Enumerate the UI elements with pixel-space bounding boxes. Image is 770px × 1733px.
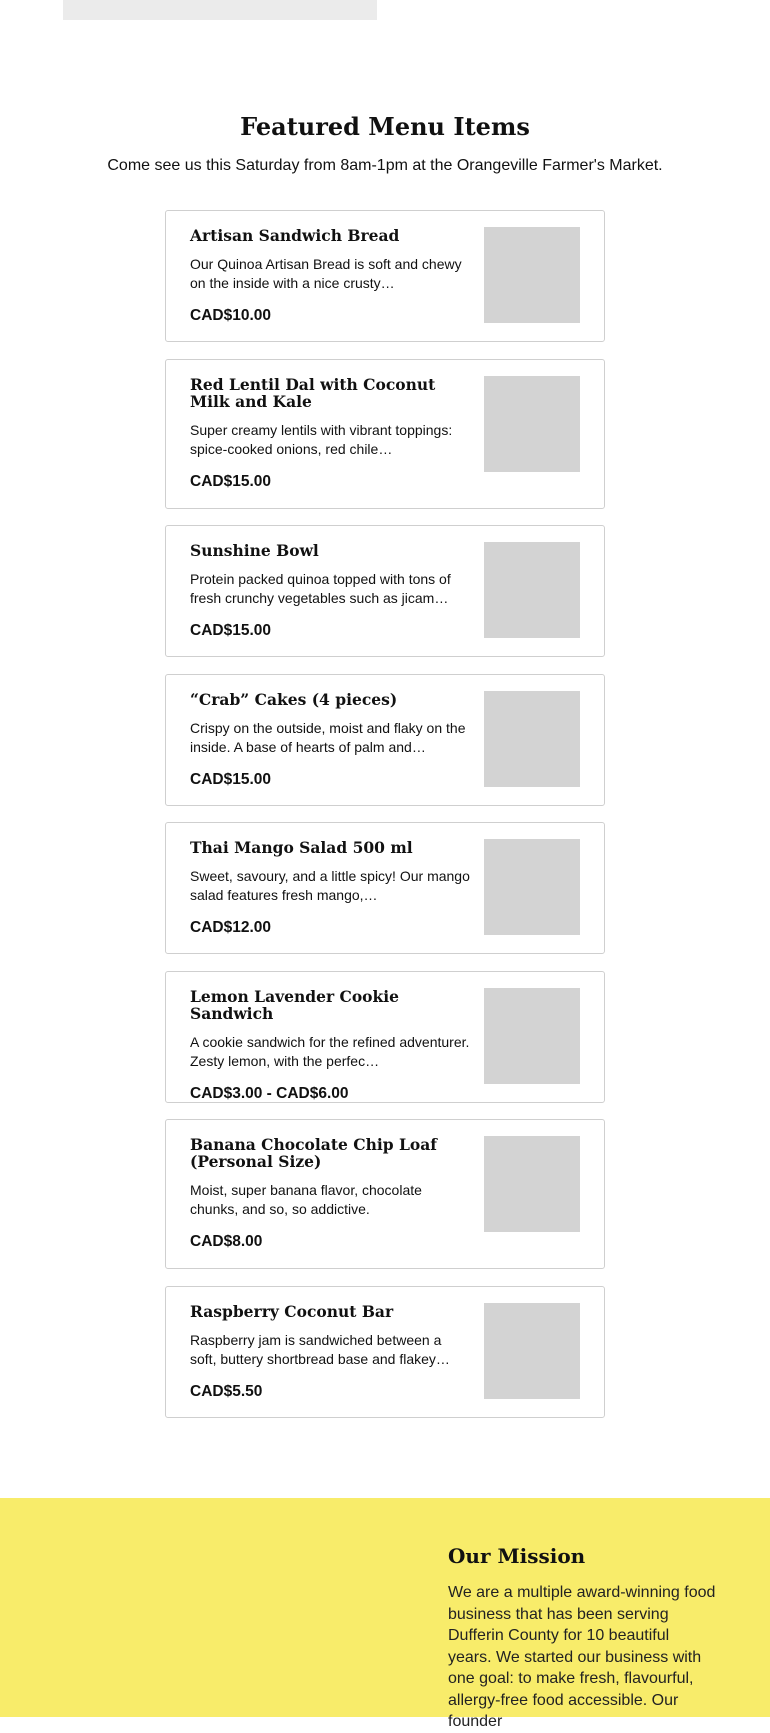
menu-item-name[interactable]: Artisan Sandwich Bread: [190, 226, 400, 245]
menu-item-price: CAD$10.00: [190, 307, 271, 324]
menu-item-info: [190, 227, 470, 326]
menu-item-card[interactable]: [165, 971, 605, 1103]
menu-item-description: Crispy on the outside, moist and flaky on the inside. A base of hearts of palm and…: [190, 720, 466, 755]
menu-item-info: [190, 1136, 470, 1252]
menu-item-card[interactable]: [165, 525, 605, 657]
menu-item-description: A cookie sandwich for the refined adventurer. Zesty lemon, with the perfec…: [190, 1034, 470, 1069]
menu-item-image[interactable]: [484, 988, 580, 1084]
menu-item-card[interactable]: [165, 210, 605, 342]
menu-item-price: CAD$15.00: [190, 622, 271, 639]
menu-item-image[interactable]: [484, 376, 580, 472]
mission-text: We are a multiple award-winning food business that has been serving Dufferin County for 10 beautiful years. We started our business with one goal: to make fresh, flavourful, allergy-free food accessible. Our founder: [448, 1584, 716, 1730]
menu-item-price: CAD$12.00: [190, 919, 271, 936]
menu-item-image[interactable]: [484, 227, 580, 323]
menu-item-price: CAD$15.00: [190, 473, 271, 490]
mission-section: [0, 1498, 770, 1730]
menu-item-card[interactable]: [165, 822, 605, 954]
menu-item-name[interactable]: “Crab” Cakes (4 pieces): [190, 690, 398, 709]
menu-item-name[interactable]: Lemon Lavender Cookie Sandwich: [190, 987, 400, 1023]
menu-item-price: CAD$8.00: [190, 1233, 263, 1250]
menu-item-image[interactable]: [484, 691, 580, 787]
menu-item-card[interactable]: [165, 674, 605, 806]
menu-item-price: CAD$5.50: [190, 1383, 263, 1400]
featured-menu-subtitle: Come see us this Saturday from 8am-1pm at the Orangeville Farmer's Market.: [107, 157, 663, 174]
menu-item-card[interactable]: [165, 359, 605, 509]
menu-item-description: Raspberry jam is sandwiched between a soft, buttery shortbread base and flakey…: [190, 1332, 450, 1367]
menu-item-name[interactable]: Sunshine Bowl: [190, 541, 319, 560]
menu-item-description: Super creamy lentils with vibrant toppings: spice-cooked onions, red chile…: [190, 422, 453, 457]
menu-item-description: Our Quinoa Artisan Bread is soft and chewy on the inside with a nice crusty…: [190, 256, 462, 291]
menu-item-price: CAD$15.00: [190, 771, 271, 788]
menu-item-card[interactable]: [165, 1119, 605, 1269]
menu-item-info: [190, 691, 470, 790]
menu-item-name[interactable]: Red Lentil Dal with Coconut Milk and Kale: [190, 375, 436, 411]
top-image-placeholder: [63, 0, 377, 20]
menu-item-description: Protein packed quinoa topped with tons of fresh crunchy vegetables such as jicam…: [190, 571, 451, 606]
menu-item-image[interactable]: [484, 542, 580, 638]
menu-item-card[interactable]: [165, 1286, 605, 1418]
menu-item-description: Sweet, savoury, and a little spicy! Our mango salad features fresh mango,…: [190, 868, 470, 903]
menu-item-name[interactable]: Banana Chocolate Chip Loaf (Personal Size): [190, 1135, 437, 1171]
featured-menu-title: Featured Menu Items: [240, 112, 530, 141]
menu-item-price: CAD$3.00 - CAD$6.00: [190, 1085, 349, 1102]
menu-item-info: [190, 376, 470, 492]
menu-item-info: [190, 1303, 470, 1402]
menu-item-name[interactable]: Thai Mango Salad 500 ml: [190, 838, 413, 857]
menu-item-info: [190, 839, 470, 938]
menu-item-info: [190, 988, 470, 1104]
menu-item-description: Moist, super banana flavor, chocolate chunks, and so, so addictive.: [190, 1182, 422, 1217]
menu-item-info: [190, 542, 470, 641]
menu-item-image[interactable]: [484, 839, 580, 935]
menu-item-image[interactable]: [484, 1303, 580, 1399]
menu-item-name[interactable]: Raspberry Coconut Bar: [190, 1302, 394, 1321]
menu-item-image[interactable]: [484, 1136, 580, 1232]
mission-title: Our Mission: [448, 1544, 586, 1568]
